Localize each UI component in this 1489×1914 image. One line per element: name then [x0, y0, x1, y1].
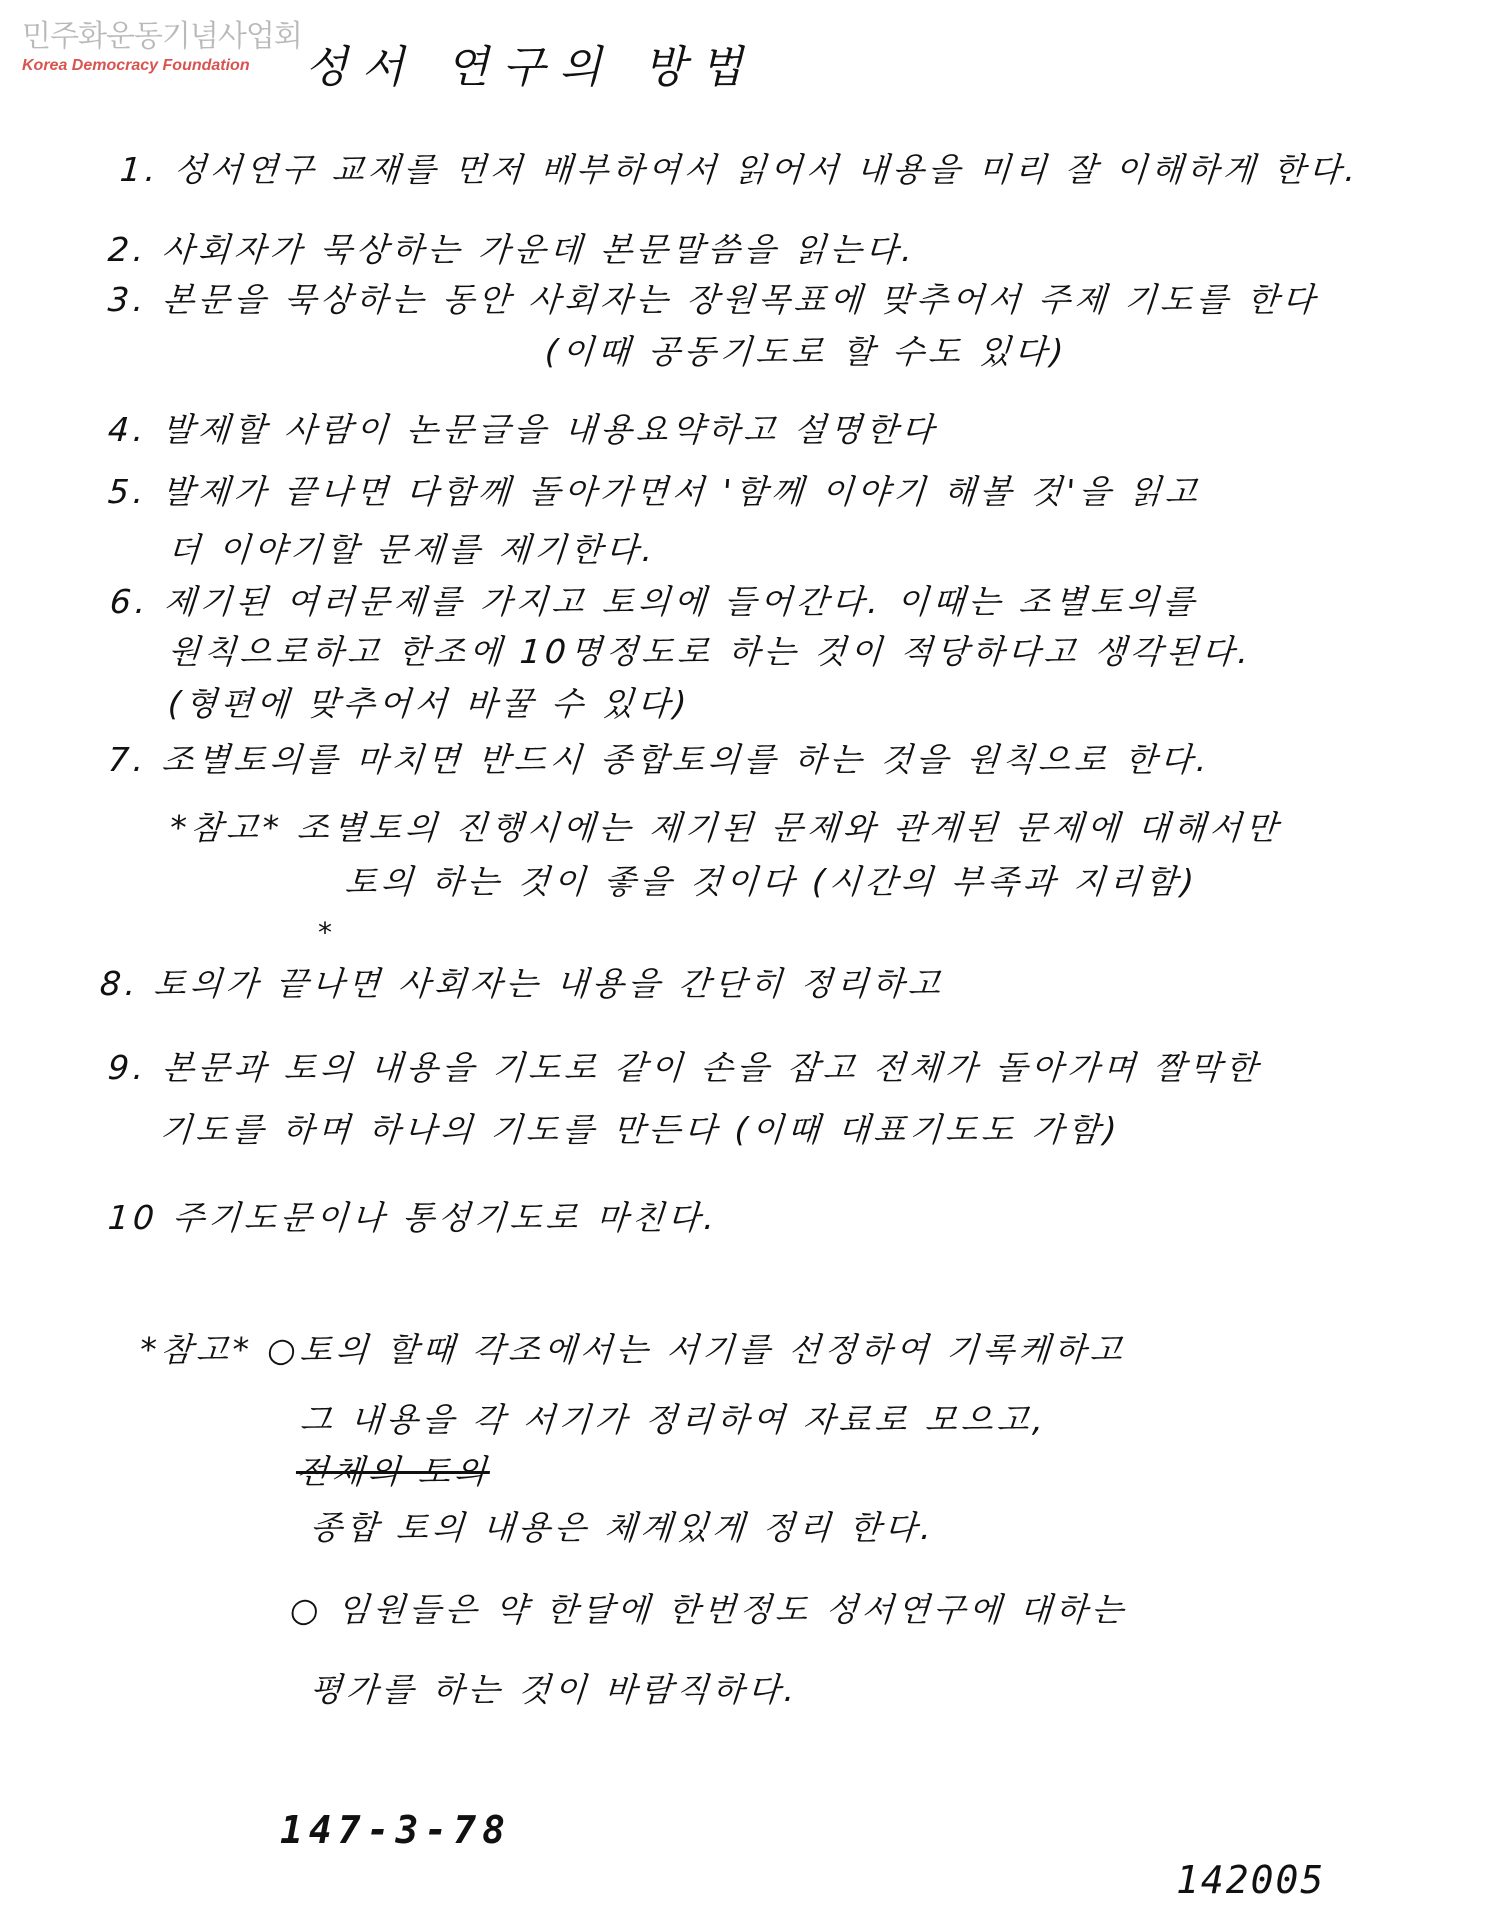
text-line-14: 8. 토의가 끝나면 사회자는 내용을 간단히 정리하고 — [98, 964, 946, 1003]
text-line-3: 3. 본문을 묵상하는 동안 사회자는 장원목표에 맞추어서 주제 기도를 한다 — [106, 280, 1320, 319]
text-line-18: *참고* ○토의 할때 각조에서는 서기를 선정하여 기록케하고 — [138, 1330, 1128, 1369]
text-line-1: 1. 성서연구 교재를 먼저 배부하여서 읽어서 내용을 미리 잘 이해하게 한다. — [118, 150, 1361, 189]
text-line-23: 평가를 하는 것이 바람직하다. — [308, 1670, 800, 1709]
text-line-15: 9. 본문과 토의 내용을 기도로 같이 손을 잡고 전체가 돌아가며 짤막한 — [106, 1048, 1263, 1087]
text-line-5: 4. 발제할 사람이 논문글을 내용요약하고 설명한다 — [106, 410, 939, 449]
text-line-17: 10 주기도문이나 통성기도로 마친다. — [106, 1198, 720, 1237]
watermark-korean: 민주화운동기념사업회 — [22, 19, 302, 54]
text-line-2: 2. 사회자가 묵상하는 가운데 본문말씀을 읽는다. — [106, 230, 918, 269]
text-line-12: *참고* 조별토의 진행시에는 제기된 문제와 관계된 문제에 대해서만 — [168, 808, 1283, 847]
text-line-4: (이때 공동기도로 할 수도 있다) — [543, 332, 1069, 371]
text-line-22: ○ 임원들은 약 한달에 한번정도 성서연구에 대하는 — [288, 1590, 1129, 1629]
text-line-7: 더 이야기할 문제를 제기한다. — [166, 530, 658, 569]
document-number: 142005 — [1176, 1858, 1326, 1902]
watermark-logo — [22, 18, 302, 76]
text-line-11: 7. 조별토의를 마치면 반드시 종합토의를 하는 것을 원칙으로 한다. — [106, 740, 1213, 779]
text-line-6: 5. 발제가 끝나면 다함께 돌아가면서 '함께 이야기 해볼 것'을 읽고 — [106, 472, 1203, 511]
asterisk-mark: * — [318, 916, 332, 949]
text-line-19: 그 내용을 각 서기가 정리하여 자료로 모으고, — [298, 1400, 1049, 1439]
text-line-21: 종합 토의 내용은 체계있게 정리 한다. — [308, 1508, 937, 1547]
handwritten-date: 147-3-78 — [280, 1808, 512, 1852]
text-line-13: 토의 하는 것이 좋을 것이다 (시간의 부족과 지리함) — [343, 862, 1200, 901]
text-line-9: 원칙으로하고 한조에 10명정도로 하는 것이 적당하다고 생각된다. — [166, 632, 1254, 671]
watermark-english: Korea Democracy Foundation — [22, 57, 250, 74]
text-line-20-struck: 전체의 토의 — [294, 1452, 492, 1491]
text-line-16: 기도를 하며 하나의 기도를 만든다 (이때 대표기도도 가함) — [158, 1110, 1122, 1149]
text-line-10: (형편에 맞추어서 바꿀 수 있다) — [166, 684, 692, 723]
text-line-8: 6. 제기된 여러문제를 가지고 토의에 들어간다. 이때는 조별토의를 — [108, 582, 1200, 621]
document-title: 성서 연구의 방법 — [305, 42, 757, 93]
